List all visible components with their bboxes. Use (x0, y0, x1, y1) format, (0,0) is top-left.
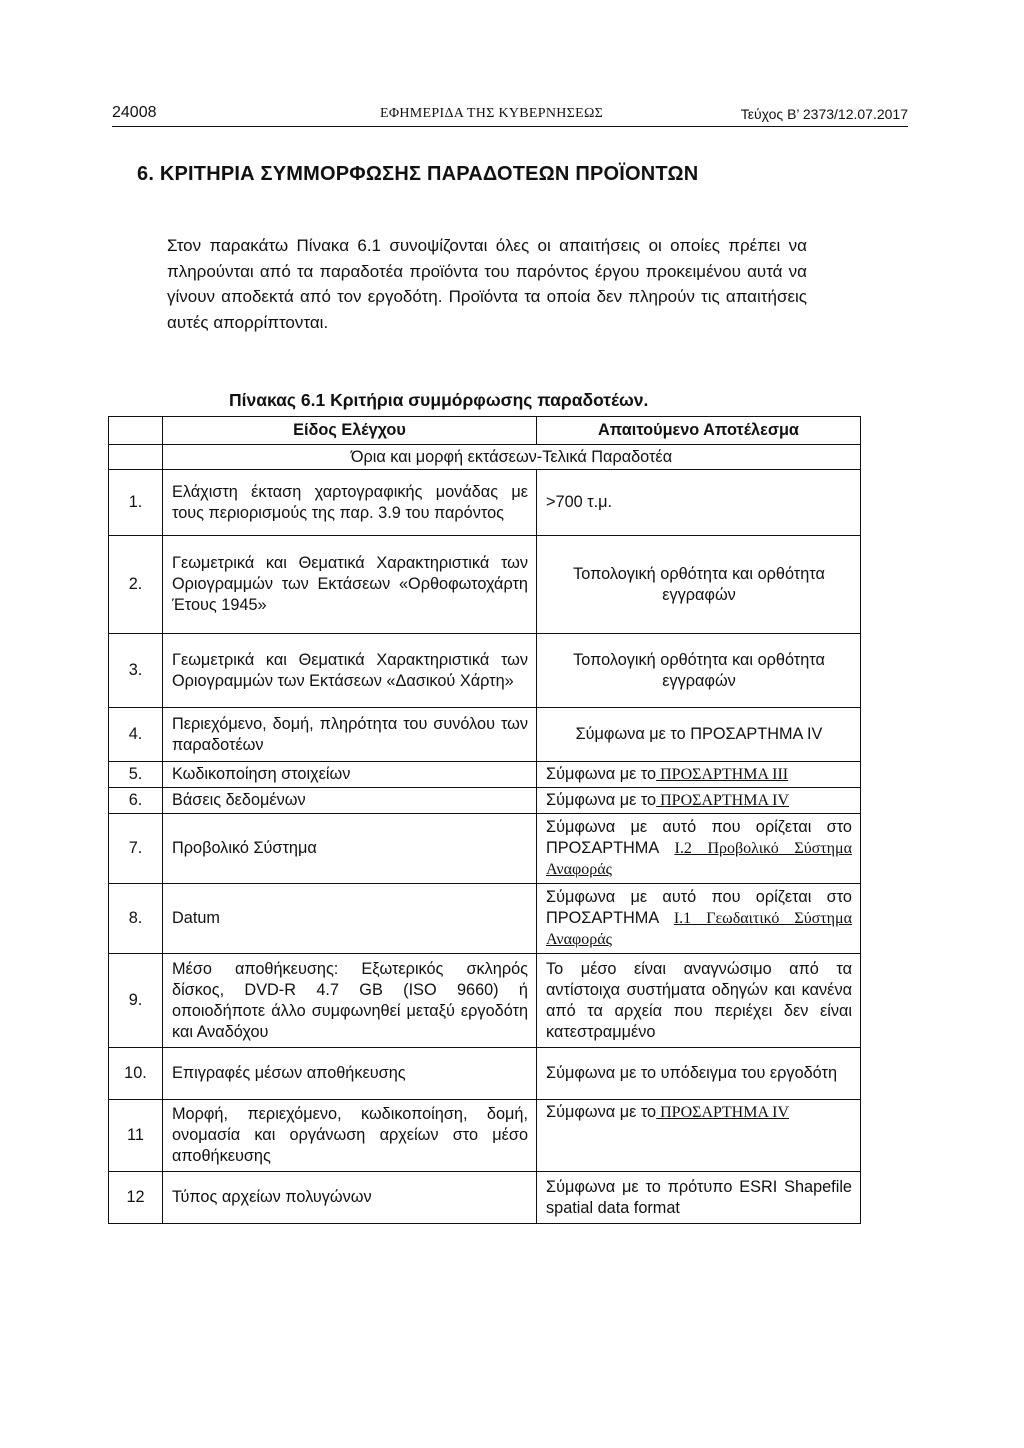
row-number: 7. (109, 814, 163, 884)
row-description: Ελάχιστη έκταση χαρτογραφικής μονάδας με τους περιορισμούς της παρ. 3.9 του παρόντος (163, 470, 537, 536)
table-row (109, 536, 861, 634)
table-row (109, 884, 861, 954)
row-description: Επιγραφές μέσων αποθήκευσης (163, 1048, 537, 1100)
row-requirement (537, 1100, 861, 1172)
issue-info: Τεύχος Β’ 2373/12.07.2017 (740, 106, 908, 122)
row-description: Μέσο αποθήκευσης: Εξωτερικός σκληρός δίσκος, DVD-R 4.7 GB (ISO 9660) ή οποιοδήποτε άλλο συμφωνηθεί μεταξύ εργοδότη και Αναδόχου (163, 954, 537, 1048)
page-header (112, 100, 908, 127)
row-requirement: Σύμφωνα με το υπόδειγμα του εργοδότη (537, 1048, 861, 1100)
row-requirement: >700 τ.μ. (537, 470, 861, 536)
row-number: 12 (109, 1172, 163, 1224)
appendix-link[interactable]: ΠΡΟΣΑΡΤΗΜΑ ΙΙΙ (656, 766, 789, 783)
row-number: 3. (109, 634, 163, 708)
row-description: Γεωμετρικά και Θεματικά Χαρακτηριστικά των Οριογραμμών των Εκτάσεων «Ορθοφωτοχάρτη Έτους 1945» (163, 536, 537, 634)
page-number: 24008 (112, 104, 157, 121)
row-description: Βάσεις δεδομένων (163, 788, 537, 814)
subheader-empty-cell (109, 445, 163, 470)
col-header-result: Απαιτούμενο Αποτέλεσμα (537, 417, 861, 445)
table-row (109, 634, 861, 708)
row-requirement (537, 762, 861, 788)
row-requirement: Τοπολογική ορθότητα και ορθότητα εγγραφών (537, 536, 861, 634)
row-number: 10. (109, 1048, 163, 1100)
table-row (109, 1048, 861, 1100)
section-title: 6. ΚΡΙΤΗΡΙΑ ΣΥΜΜΟΡΦΩΣΗΣ ΠΑΡΑΔΟΤΕΩΝ ΠΡΟΪΟΝΤΩΝ (137, 163, 699, 185)
requirement-text: Σύμφωνα με αυτό που ορίζεται στο ΠΡΟΣΑΡΤΗΜΑ (546, 888, 852, 927)
gazette-title: ΕΦΗΜΕΡΙΔΑ ΤΗΣ ΚΥΒΕΡΝΗΣΕΩΣ (380, 106, 604, 121)
row-number: 5. (109, 762, 163, 788)
row-requirement (537, 884, 861, 954)
requirement-text: Σύμφωνα με αυτό που ορίζεται στο ΠΡΟΣΑΡΤΗΜΑ (546, 818, 852, 857)
row-requirement (537, 814, 861, 884)
appendix-link[interactable]: Ι.1 Γεωδαιτικό Σύστημα Αναφοράς (546, 910, 852, 948)
row-requirement: Τοπολογική ορθότητα και ορθότητα εγγραφών (537, 634, 861, 708)
header-empty-cell (109, 417, 163, 445)
row-number: 4. (109, 708, 163, 762)
row-description: Τύπος αρχείων πολυγώνων (163, 1172, 537, 1224)
row-requirement: Σύμφωνα με το ΠΡΟΣΑΡΤΗΜΑ IV (537, 708, 861, 762)
row-number: 8. (109, 884, 163, 954)
appendix-link[interactable]: ΠΡΟΣΑΡΤΗΜΑ IV (656, 792, 790, 809)
table-header-row (109, 417, 861, 445)
row-requirement: Σύμφωνα με το πρότυπο ESRI Shapefile spatial data format (537, 1172, 861, 1224)
appendix-link[interactable]: Ι.2 Προβολικό Σύστημα Αναφοράς (546, 840, 852, 878)
row-number: 6. (109, 788, 163, 814)
row-number: 2. (109, 536, 163, 634)
row-requirement: Το μέσο είναι αναγνώσιμο από τα αντίστοιχα συστήματα οδηγών και κανένα από τα αρχεία που περιέχει δεν είναι κατεστραμμένο (537, 954, 861, 1048)
table-row (109, 814, 861, 884)
col-header-type: Είδος Ελέγχου (163, 417, 537, 445)
subheader-cell: Όρια και μορφή εκτάσεων-Τελικά Παραδοτέα (163, 445, 861, 470)
row-requirement (537, 788, 861, 814)
table-row (109, 1172, 861, 1224)
table-row (109, 954, 861, 1048)
row-description: Γεωμετρικά και Θεματικά Χαρακτηριστικά των Οριογραμμών των Εκτάσεων «Δασικού Χάρτη» (163, 634, 537, 708)
table-caption: Πίνακας 6.1 Κριτήρια συμμόρφωσης παραδοτέων. (229, 390, 649, 410)
row-description: Datum (163, 884, 537, 954)
row-description: Προβολικό Σύστημα (163, 814, 537, 884)
table-subheader-row (109, 445, 861, 470)
table-row (109, 470, 861, 536)
table-row (109, 1100, 861, 1172)
row-description: Περιεχόμενο, δομή, πληρότητα του συνόλου των παραδοτέων (163, 708, 537, 762)
requirement-text: Σύμφωνα με το (546, 765, 657, 783)
row-number: 9. (109, 954, 163, 1048)
appendix-link[interactable]: ΠΡΟΣΑΡΤΗΜΑ IV (656, 1104, 790, 1121)
requirement-text: Σύμφωνα με το (546, 1103, 657, 1121)
table-row (109, 788, 861, 814)
row-number: 1. (109, 470, 163, 536)
row-description: Κωδικοποίηση στοιχείων (163, 762, 537, 788)
row-number: 11 (109, 1100, 163, 1172)
criteria-table (108, 416, 861, 1224)
table-row (109, 708, 861, 762)
table-row (109, 762, 861, 788)
row-description: Μορφή, περιεχόμενο, κωδικοποίηση, δομή, ονομασία και οργάνωση αρχείων στο μέσο αποθήκευσης (163, 1100, 537, 1172)
requirement-text: Σύμφωνα με το (546, 791, 657, 809)
intro-paragraph: Στον παρακάτω Πίνακα 6.1 συνοψίζονται όλες οι απαιτήσεις οι οποίες πρέπει να πληρούνται από τα παραδοτέα προϊόντα του παρόντος έργου προκειμένου αυτά να γίνουν αποδεκτά από τον εργοδότη. Προϊόντα τα οποία δεν πληρούν τις απαιτήσεις αυτές απορρίπτονται. (167, 236, 807, 332)
